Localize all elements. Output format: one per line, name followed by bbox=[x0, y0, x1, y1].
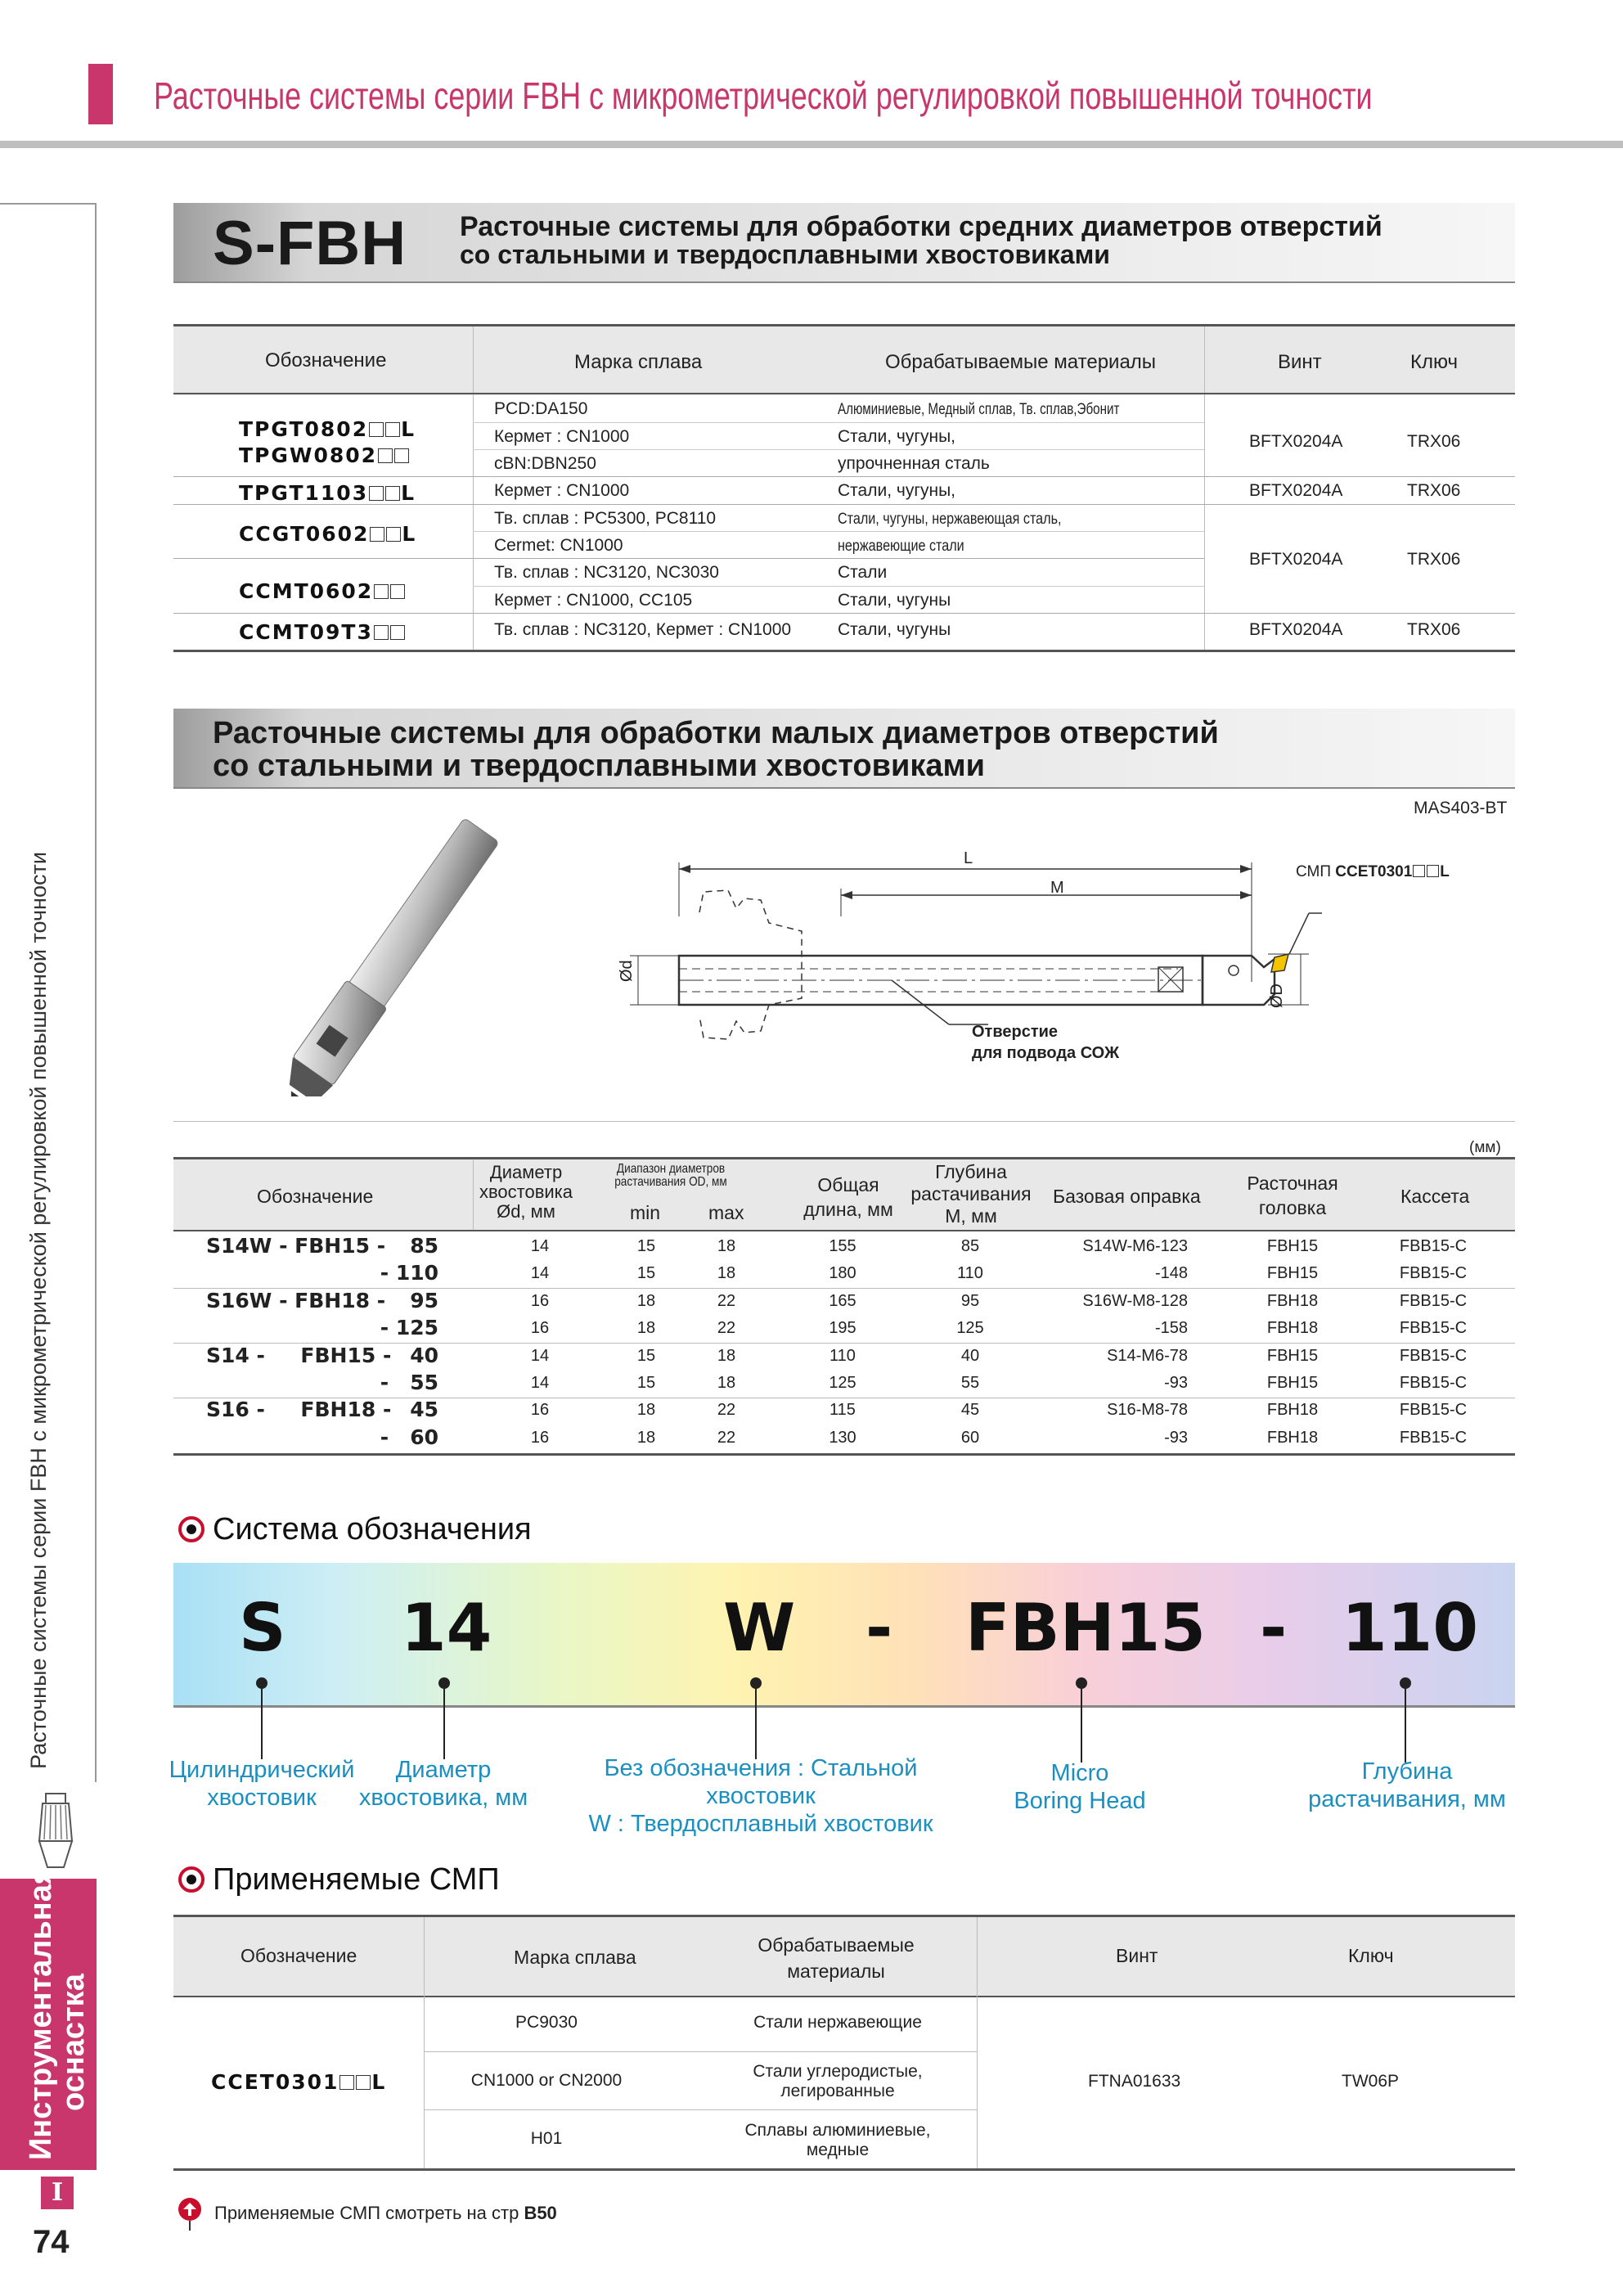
t2-cell-d: 16 bbox=[530, 1428, 550, 1447]
section1-code: S-FBH bbox=[213, 209, 407, 278]
designation-part-fbh15: FBH15 bbox=[965, 1590, 1206, 1666]
section-bullet-icon bbox=[178, 1866, 205, 1893]
t1-code: TPGT1103 L bbox=[239, 481, 416, 505]
t3-grade: PC9030 bbox=[515, 2013, 578, 2032]
sidebar-line bbox=[95, 203, 97, 1782]
table3-header bbox=[173, 1915, 1515, 1997]
t2-cell-d: 14 bbox=[530, 1346, 550, 1365]
t2-designation: S14W - FBH15 - bbox=[206, 1234, 386, 1258]
label-depth: Глубина растачивания, мм bbox=[1308, 1758, 1506, 1812]
page-title: Расточные системы серии FBH с микрометрической регулировкой повышенной точности bbox=[154, 74, 1373, 117]
t1-screw: BFTX0204A bbox=[1249, 481, 1343, 500]
t3-col-key: Ключ bbox=[1348, 1945, 1394, 1966]
t2-cell-min: 18 bbox=[636, 1319, 656, 1338]
t2-col-base: Базовая оправка bbox=[1053, 1186, 1201, 1207]
t2-cell-cas: FBB15-C bbox=[1399, 1346, 1468, 1365]
table2-header bbox=[173, 1157, 1515, 1231]
t2-size: - 60 bbox=[380, 1425, 438, 1449]
t2-cell-M: 45 bbox=[960, 1401, 980, 1420]
t2-cell-head: FBH18 bbox=[1266, 1401, 1319, 1420]
table1-body bbox=[173, 393, 1515, 652]
t1-grade: Тв. сплав : PC5300, PC8110 bbox=[494, 509, 717, 528]
t1-grade: Cermet: CN1000 bbox=[494, 536, 623, 555]
t2-cell-M: 95 bbox=[960, 1291, 980, 1310]
footer-note: Применяемые СМП смотреть на стр B50 bbox=[214, 2203, 557, 2223]
t3-material: Стали нержавеющие bbox=[753, 2013, 922, 2032]
t2-cell-head: FBH15 bbox=[1266, 1374, 1319, 1392]
t2-cell-L: 125 bbox=[829, 1374, 856, 1392]
t2-cell-base: S16W-M8-128 bbox=[1082, 1291, 1188, 1310]
dim-D: ØD bbox=[1268, 984, 1286, 1008]
section2-banner bbox=[173, 709, 1515, 789]
t2-cell-d: 14 bbox=[530, 1264, 550, 1283]
t1-col-screw: Винт bbox=[1278, 351, 1322, 373]
t1-screw: BFTX0204A bbox=[1249, 432, 1343, 451]
t2-cell-base: S16-M8-78 bbox=[1107, 1401, 1188, 1420]
label-micro-head: Micro Boring Head bbox=[1014, 1760, 1146, 1814]
t2-size: 95 bbox=[410, 1288, 438, 1312]
designation-part-w: W bbox=[723, 1590, 796, 1666]
t2-size: 45 bbox=[410, 1398, 438, 1422]
t1-col-key: Ключ bbox=[1410, 351, 1458, 373]
t1-code: TPGW0802 bbox=[239, 443, 410, 467]
t2-cell-base: -93 bbox=[1164, 1428, 1188, 1447]
designation-dash: - bbox=[1260, 1590, 1288, 1666]
sidebar-top-line bbox=[0, 203, 97, 205]
t2-designation: S16W - FBH18 - bbox=[206, 1288, 386, 1312]
t2-size: - 125 bbox=[380, 1316, 438, 1340]
t3-material: Стали углеродистые, легированные bbox=[753, 2062, 923, 2100]
t1-key: TRX06 bbox=[1407, 550, 1461, 569]
t2-cell-L: 165 bbox=[829, 1291, 856, 1310]
t3-col-screw: Винт bbox=[1116, 1945, 1158, 1966]
t3-col-grade: Марка сплава bbox=[514, 1947, 636, 1968]
t2-cell-base: S14W-M6-123 bbox=[1082, 1237, 1188, 1255]
t2-cell-max: 18 bbox=[717, 1374, 736, 1392]
t2-col-min: min bbox=[630, 1202, 661, 1223]
t1-grade: Тв. сплав : NC3120, NC3030 bbox=[494, 563, 719, 582]
t2-col-designation: Обозначение bbox=[257, 1186, 374, 1207]
section-bullet-icon bbox=[178, 1516, 205, 1542]
t1-key: TRX06 bbox=[1407, 481, 1461, 500]
t1-key: TRX06 bbox=[1407, 620, 1461, 639]
t2-cell-head: FBH15 bbox=[1266, 1264, 1319, 1283]
t2-col-shank: Диаметр хвостовика Ød, мм bbox=[479, 1162, 573, 1222]
t2-col-head: Расточная головка bbox=[1247, 1173, 1338, 1218]
t1-material: Стали, чугуны bbox=[838, 620, 951, 639]
t2-cell-cas: FBB15-C bbox=[1399, 1264, 1468, 1283]
t2-cell-d: 16 bbox=[530, 1319, 550, 1338]
t1-col-grade: Марка сплава bbox=[574, 351, 703, 373]
t2-cell-M: 125 bbox=[956, 1319, 984, 1338]
label-shank-dia: Диаметр хвостовика, мм bbox=[358, 1757, 528, 1811]
t2-cell-M: 55 bbox=[960, 1374, 980, 1392]
section1-title-line2: со стальными и твердосплавными хвостовиками bbox=[460, 240, 1110, 269]
collet-icon bbox=[31, 1792, 80, 1874]
t2-cell-cas: FBB15-C bbox=[1399, 1428, 1468, 1447]
t1-material: Стали, чугуны bbox=[838, 591, 951, 610]
sidebar-tab-label: Инструментальная оснастка bbox=[24, 1866, 91, 2160]
t2-cell-head: FBH18 bbox=[1266, 1319, 1319, 1338]
section1-title-line1: Расточные системы для обработки средних диаметров отверстий bbox=[460, 211, 1382, 242]
designation-part-110: 110 bbox=[1342, 1590, 1478, 1666]
t2-cell-L: 195 bbox=[829, 1319, 856, 1338]
page-reference-icon bbox=[175, 2193, 208, 2234]
dim-M: M bbox=[1050, 879, 1064, 897]
model-code: MAS403-BT bbox=[1414, 799, 1508, 817]
t2-cell-M: 60 bbox=[960, 1428, 980, 1447]
t3-grade: CN1000 or CN2000 bbox=[470, 2071, 623, 2090]
t1-material: Стали, чугуны, bbox=[838, 481, 956, 500]
t3-screw: FTNA01633 bbox=[1088, 2072, 1181, 2091]
t1-key: TRX06 bbox=[1407, 432, 1461, 451]
t2-cell-L: 180 bbox=[829, 1264, 856, 1283]
t2-col-max: max bbox=[708, 1202, 744, 1223]
t2-cell-cas: FBB15-C bbox=[1399, 1319, 1468, 1338]
header-divider bbox=[0, 141, 1623, 148]
t2-cell-max: 18 bbox=[717, 1237, 736, 1255]
t1-grade: Тв. сплав : NC3120, Кермет : CN1000 bbox=[494, 620, 792, 639]
t3-grade: H01 bbox=[530, 2129, 563, 2148]
table1-header bbox=[173, 324, 1515, 395]
table3-body bbox=[173, 1993, 1515, 2171]
t2-col-length: Общая длина, мм bbox=[803, 1174, 893, 1220]
t2-col-depth: Глубина растачивания M, мм bbox=[910, 1161, 1032, 1227]
dim-L: L bbox=[964, 849, 973, 867]
section2-title-line1: Расточные системы для обработки малых диаметров отверстий bbox=[213, 716, 1219, 750]
sidebar-vertical-title: Расточные системы серии FBH с микрометрической регулировкой повышенной точности bbox=[26, 852, 51, 1769]
t2-designation: S16 - FBH18 - bbox=[206, 1398, 392, 1422]
t2-cell-base: S14-M6-78 bbox=[1107, 1346, 1188, 1365]
t1-grade: Кермет : CN1000 bbox=[494, 481, 630, 500]
coolant-callout: Отверстие для подвода СОЖ bbox=[972, 1023, 1120, 1062]
t2-cell-M: 110 bbox=[957, 1264, 983, 1283]
t1-material: Стали bbox=[838, 563, 888, 582]
t1-code: TPGT0802 L bbox=[239, 417, 416, 441]
t3-col-materials: Обрабатываемые материалы bbox=[758, 1934, 915, 1982]
t1-grade: Кермет : CN1000, CC105 bbox=[494, 591, 693, 610]
dim-d: Ød bbox=[618, 960, 636, 982]
t3-material: Сплавы алюминиевые, медные bbox=[744, 2121, 931, 2159]
t2-cell-max: 22 bbox=[717, 1319, 736, 1338]
t1-code: CCGT0602 L bbox=[239, 522, 417, 546]
t2-cell-d: 14 bbox=[530, 1237, 550, 1255]
t2-cell-min: 18 bbox=[636, 1291, 656, 1310]
t2-cell-L: 115 bbox=[829, 1401, 856, 1420]
t2-col-range: Диапазон диаметров растачивания OD, мм bbox=[614, 1162, 727, 1189]
t2-size: 40 bbox=[410, 1343, 438, 1367]
t1-material: Стали, чугуны, нержавеющая сталь, bbox=[838, 511, 1062, 528]
t1-material: упрочненная сталь bbox=[838, 454, 990, 473]
inserts-heading: Применяемые СМП bbox=[178, 1862, 500, 1898]
t2-cell-d: 16 bbox=[530, 1401, 550, 1420]
t1-col-designation: Обозначение bbox=[265, 349, 387, 371]
t2-cell-min: 15 bbox=[636, 1374, 656, 1392]
t2-cell-max: 22 bbox=[717, 1401, 736, 1420]
t1-material: нержавеющие стали bbox=[838, 538, 964, 555]
t2-size: 85 bbox=[410, 1234, 438, 1258]
t2-col-cassette: Кассета bbox=[1400, 1186, 1470, 1207]
t1-col-materials: Обрабатываемые материалы bbox=[885, 351, 1157, 373]
t2-cell-max: 22 bbox=[717, 1428, 736, 1447]
t3-code: CCET0301 L bbox=[211, 2070, 387, 2094]
t1-screw: BFTX0204A bbox=[1249, 620, 1343, 639]
designation-dash: - bbox=[865, 1590, 893, 1666]
t1-code: CCMT09T3 bbox=[239, 620, 406, 644]
unit-label: (мм) bbox=[1469, 1139, 1501, 1156]
t2-cell-max: 18 bbox=[717, 1264, 736, 1283]
t2-cell-cas: FBB15-C bbox=[1399, 1401, 1468, 1420]
t2-cell-min: 18 bbox=[636, 1401, 656, 1420]
t2-cell-head: FBH15 bbox=[1266, 1346, 1319, 1365]
designation-part-14: 14 bbox=[401, 1590, 492, 1666]
t2-cell-cas: FBB15-C bbox=[1399, 1291, 1468, 1310]
t2-cell-cas: FBB15-C bbox=[1399, 1237, 1468, 1255]
label-shank-type: Без обозначения : Стальной хвостовик W : Твердосплавный хвостовик bbox=[588, 1755, 933, 1837]
t1-grade: PCD:DA150 bbox=[494, 399, 588, 418]
t1-material: Алюминиевые, Медный сплав, Тв. сплав,Эбонит bbox=[838, 401, 1120, 418]
t2-cell-d: 16 bbox=[530, 1291, 550, 1310]
insert-callout: СМП CCET0301 L bbox=[1296, 863, 1450, 880]
page-number: 74 bbox=[33, 2224, 70, 2260]
section2-title-line2: со стальными и твердосплавными хвостовиками bbox=[213, 749, 985, 783]
t2-size: - 110 bbox=[380, 1261, 438, 1285]
t1-grade: cBN:DBN250 bbox=[494, 454, 596, 473]
t2-cell-head: FBH15 bbox=[1266, 1237, 1319, 1255]
t2-cell-L: 130 bbox=[829, 1428, 856, 1447]
t3-key: TW06P bbox=[1342, 2072, 1400, 2091]
chapter-mark bbox=[88, 64, 113, 124]
t2-cell-M: 85 bbox=[960, 1237, 980, 1255]
t1-material: Стали, чугуны, bbox=[838, 427, 956, 446]
tool-photo bbox=[221, 818, 564, 1096]
t1-screw: BFTX0204A bbox=[1249, 550, 1343, 569]
t2-designation: S14 - FBH15 - bbox=[206, 1343, 392, 1367]
t2-cell-min: 18 bbox=[636, 1428, 656, 1447]
t2-cell-max: 22 bbox=[717, 1291, 736, 1310]
t2-cell-L: 110 bbox=[829, 1346, 856, 1365]
label-cylindrical: Цилиндрический хвостовик bbox=[169, 1757, 355, 1811]
t2-cell-L: 155 bbox=[829, 1237, 856, 1255]
designation-band bbox=[173, 1563, 1515, 1708]
section1-banner bbox=[173, 203, 1515, 283]
t2-cell-head: FBH18 bbox=[1266, 1291, 1319, 1310]
t2-cell-d: 14 bbox=[530, 1374, 550, 1392]
designation-heading: Система обозначения bbox=[178, 1512, 532, 1547]
t2-cell-min: 15 bbox=[636, 1346, 656, 1365]
sidebar-tab-letter: I bbox=[41, 2177, 74, 2209]
t2-cell-min: 15 bbox=[636, 1237, 656, 1255]
t2-cell-max: 18 bbox=[717, 1346, 736, 1365]
designation-part-s: S bbox=[239, 1590, 286, 1666]
t2-size: - 55 bbox=[380, 1371, 438, 1394]
t1-grade: Кермет : CN1000 bbox=[494, 427, 630, 446]
t2-cell-base: -158 bbox=[1154, 1319, 1188, 1338]
t2-cell-M: 40 bbox=[960, 1346, 980, 1365]
t2-cell-min: 15 bbox=[636, 1264, 656, 1283]
t2-cell-base: -93 bbox=[1164, 1374, 1188, 1392]
t3-col-designation: Обозначение bbox=[241, 1945, 357, 1966]
t1-code: CCMT0602 bbox=[239, 579, 406, 603]
t2-cell-head: FBH18 bbox=[1266, 1428, 1319, 1447]
t2-cell-cas: FBB15-C bbox=[1399, 1374, 1468, 1392]
t2-cell-base: -148 bbox=[1154, 1264, 1188, 1283]
